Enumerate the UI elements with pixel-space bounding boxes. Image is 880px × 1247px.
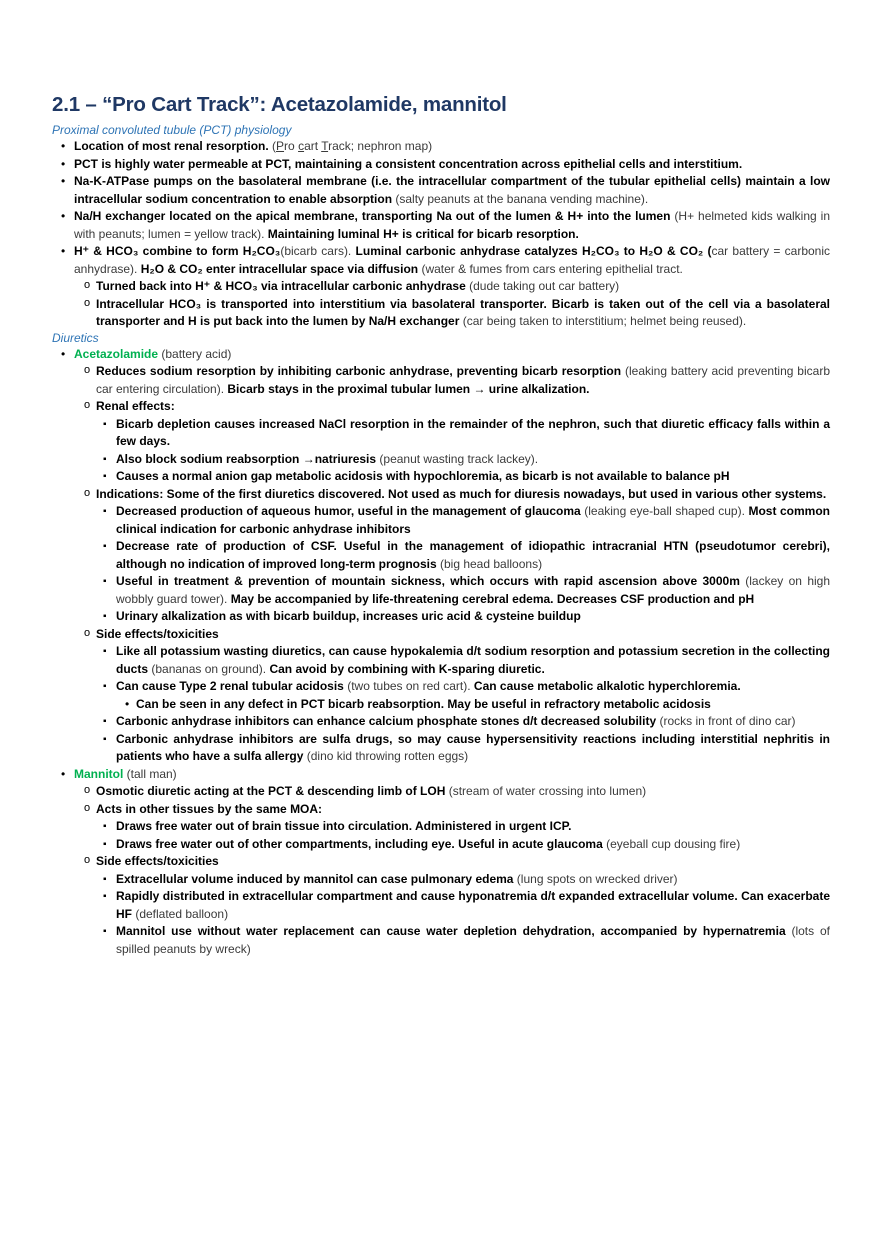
bold-text: Side effects/toxicities	[96, 626, 219, 641]
list-item	[52, 243, 830, 331]
list-item	[52, 156, 830, 174]
bold-text: Renal effects:	[96, 399, 175, 413]
list-item	[52, 853, 830, 958]
note-text: (rocks in front of dino car)	[656, 714, 796, 728]
bold-text: Reduces sodium resorption by inhibiting carbonic anhydrase, preventing bicarb resorption	[96, 364, 622, 378]
mnemonic-letter: c	[298, 139, 305, 153]
drug-name: Mannitol	[74, 766, 124, 781]
list-item	[52, 888, 830, 923]
diuretics-list	[52, 346, 830, 959]
drug-name: Acetazolamide	[74, 346, 159, 361]
bold-text: Most common clinical indication for carbonic anhydrase inhibitors	[116, 504, 830, 536]
bold-text: Like all potassium wasting diuretics, can cause hypokalemia d/t sodium resorption and potassium secretion in the collecting ducts	[116, 644, 830, 676]
bold-text: Intracellular HCO₃ is transported into interstitium via basolateral transporter. Bicarb is taken out of the cell via a basolateral transporter and H is put back into the lumen by Na/H exchanger	[96, 296, 830, 328]
bold-text: Useful in treatment & prevention of mountain sickness, which occurs with rapid ascension above 3000m	[116, 574, 740, 588]
bold-text: Can avoid by combining with K-sparing diuretic.	[269, 661, 545, 676]
note-text: car battery = carbonic anhydrase).	[74, 244, 830, 276]
note-part: art	[304, 139, 322, 153]
bold-text: Acts in other tissues by the same MOA:	[96, 801, 323, 816]
sub-list	[52, 871, 830, 959]
sub-list	[52, 278, 830, 331]
bold-text: Draws free water out of other compartments, including eye. Useful in acute glaucoma	[116, 836, 603, 851]
note-text: (bananas on ground).	[148, 661, 270, 676]
list-item	[52, 208, 830, 243]
list-item	[52, 398, 830, 486]
list-item	[52, 346, 830, 766]
note-text: (tall man)	[123, 766, 177, 781]
list-item	[52, 766, 830, 959]
list-item	[52, 278, 830, 296]
bold-text: H₂O & CO₂ enter intracellular space via diffusion	[140, 261, 419, 276]
bold-text: Extracellular volume induced by mannitol can case pulmonary edema	[116, 871, 514, 886]
bold-text: Carbonic anhydrase inhibitors are sulfa drugs, so may cause hypersensitivity reactions including interstitial nephritis in patients who have a sulfa allergy	[116, 731, 830, 763]
note-text: (eyeball cup dousing fire)	[602, 836, 741, 851]
sub-list	[52, 416, 830, 486]
bold-text: May be accompanied by life-threatening cerebral edema. Decreases CSF production and pH	[230, 591, 755, 606]
document-page	[52, 92, 830, 958]
bold-text: Location of most renal resorption.	[74, 139, 269, 153]
list-item	[52, 363, 830, 398]
sub-list	[52, 643, 830, 766]
diuretics-heading: Diuretics	[52, 330, 99, 345]
bold-text: Side effects/toxicities	[96, 854, 219, 868]
sub-list	[52, 818, 830, 853]
list-item	[52, 468, 830, 486]
bold-text: Bicarb depletion causes increased NaCl resorption in the remainder of the nephron, such that diuretic efficacy falls within a few days.	[116, 416, 830, 448]
note-text: (leaking eye-ball shaped cup).	[580, 504, 749, 518]
list-item	[52, 923, 830, 958]
bold-text: Osmotic diuretic acting at the PCT & descending limb of LOH	[96, 784, 446, 798]
note-text: (lackey on high wobbly guard tower).	[116, 574, 831, 606]
page-title: 2.1 – “Pro Cart Track”: Acetazolamide, mannitol	[52, 93, 507, 116]
note-text: (dude taking out car battery)	[465, 279, 620, 293]
list-item	[52, 486, 830, 626]
bold-text: Can be seen in any defect in PCT bicarb reabsorption. May be useful in refractory metabolic acidosis	[136, 696, 711, 711]
note-text: (two tubes on red cart).	[343, 679, 474, 693]
note-text: (car being taken to interstitium; helmet being reused).	[459, 314, 747, 328]
list-item	[52, 626, 830, 766]
bold-text: H⁺ & HCO₃ combine to form H₂CO₃	[74, 244, 281, 258]
list-item	[52, 451, 830, 469]
bold-text: Causes a normal anion gap metabolic acidosis with hypochloremia, as bicarb is not available to balance pH	[116, 469, 730, 483]
list-item	[52, 573, 830, 608]
note-text: (H+ helmeted kids walking in with peanuts; lumen = yellow track).	[74, 209, 831, 241]
bold-text: Decrease rate of production of CSF. Useful in the management of idiopathic intracranial HTN (pseudotumor cerebri), although no indication of improved long-term prognosis	[116, 539, 830, 571]
bold-text: Draws free water out of brain tissue into circulation. Administered in urgent ICP.	[116, 819, 572, 833]
note-part: ro	[284, 139, 299, 153]
bold-text: Decreased production of aqueous humor, useful in the management of glaucoma	[116, 504, 581, 518]
list-item	[52, 836, 830, 854]
bold-text: PCT is highly water permeable at PCT, maintaining a consistent concentration across epithelial cells and interstitium.	[74, 156, 743, 171]
bold-text: Indications: Some of the first diuretics discovered. Not used as much for diuresis nowadays, but used in various other systems.	[96, 486, 827, 501]
bold-text: Mannitol use without water replacement can cause water depletion dehydration, accompanied by hypernatremia	[116, 924, 786, 938]
sub-list	[52, 363, 830, 766]
note-text: (water & fumes from cars entering epithelial tract.	[418, 261, 683, 276]
mnemonic-letter: T	[321, 139, 329, 153]
note-text: (peanut wasting track lackey).	[376, 451, 539, 466]
note-text: (bicarb cars).	[280, 244, 356, 258]
bold-text: Can cause Type 2 renal tubular acidosis	[116, 679, 344, 693]
sub-list	[52, 696, 830, 714]
note-text: (salty peanuts at the banana vending machine).	[392, 191, 649, 206]
bold-text: Luminal carbonic anhydrase catalyzes H₂CO₃ to H₂O & CO₂ (	[355, 244, 712, 258]
bold-text: Bicarb stays in the proximal tubular lumen → urine alkalization.	[227, 381, 590, 396]
note-text: (leaking battery acid preventing bicarb car entering circulation).	[96, 364, 830, 396]
bold-text: Na/H exchanger located on the apical membrane, transporting Na out of the lumen & H+ into the lumen	[74, 209, 671, 223]
bold-text: Turned back into H⁺ & HCO₃ via intracellular carbonic anhydrase	[96, 279, 466, 293]
note-text: (dino kid throwing rotten eggs)	[303, 749, 469, 763]
bold-text: Rapidly distributed in extracellular compartment and cause hyponatremia d/t expanded extracellular volume. Can exacerbate HF	[116, 889, 830, 921]
list-item	[52, 416, 830, 451]
mnemonic-letter: P	[276, 139, 285, 153]
list-item	[52, 801, 830, 854]
list-item	[52, 678, 830, 713]
list-item	[52, 296, 830, 331]
note-text: (stream of water crossing into lumen)	[445, 784, 647, 798]
note-text: (lots of spilled peanuts by wreck)	[116, 924, 830, 956]
note-text: (big head balloons)	[436, 556, 543, 571]
pct-list	[52, 138, 830, 331]
list-item	[52, 731, 830, 766]
note-text: (deflated balloon)	[132, 906, 229, 921]
bold-text: Maintaining luminal H+ is critical for bicarb resorption.	[267, 226, 579, 241]
bold-text: Carbonic anhydrase inhibitors can enhance calcium phosphate stones d/t decreased solubility	[116, 714, 657, 728]
sub-list	[52, 503, 830, 626]
sub-list	[52, 783, 830, 958]
list-item	[52, 713, 830, 731]
list-item	[52, 871, 830, 889]
note-part: (	[272, 139, 277, 153]
list-item	[52, 608, 830, 626]
note-part: rack; nephron map)	[328, 139, 433, 153]
bold-text: Na-K-ATPase pumps on the basolateral membrane (i.e. the intracellular compartment of the tubular epithelial cells) maintain a low intracellular sodium concentration to enable absorption	[74, 174, 830, 206]
bold-text: Also block sodium reabsorption →natriuresis	[116, 451, 377, 466]
pct-physiology-heading: Proximal convoluted tubule (PCT) physiology	[52, 123, 292, 137]
note-text	[272, 139, 432, 153]
bold-text: Urinary alkalization as with bicarb buildup, increases uric acid & cysteine buildup	[116, 609, 581, 623]
bold-text: Can cause metabolic alkalotic hyperchloremia.	[473, 679, 741, 693]
list-item	[52, 783, 830, 801]
list-item	[52, 173, 830, 208]
list-item	[52, 538, 830, 573]
list-item	[52, 503, 830, 538]
note-text: (battery acid)	[158, 346, 232, 361]
list-item	[52, 138, 830, 156]
list-item	[52, 818, 830, 836]
note-text: (lung spots on wrecked driver)	[513, 871, 678, 886]
list-item	[52, 643, 830, 678]
list-item	[52, 696, 830, 714]
